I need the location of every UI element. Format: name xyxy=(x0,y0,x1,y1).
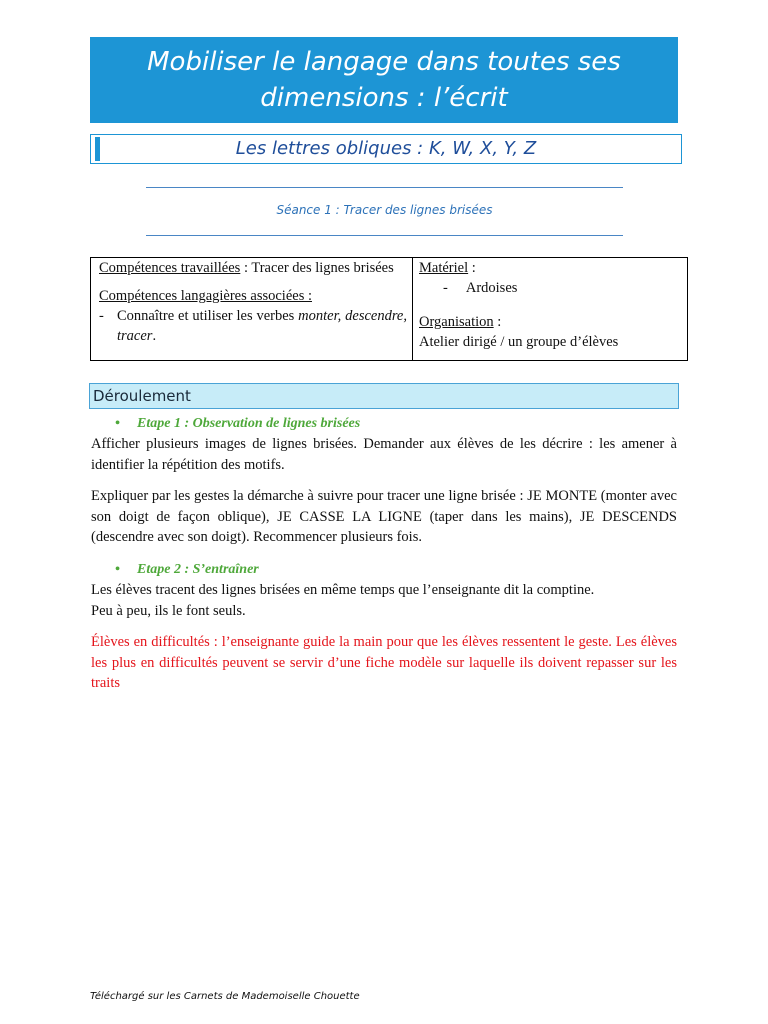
step-1-title-text: Etape 1 : Observation de lignes brisées xyxy=(137,416,361,431)
step-1-paragraph-1: Afficher plusieurs images de lignes brisées. Demander aux élèves de les décrire : les amener à identifier la répétition des motifs. xyxy=(91,436,677,473)
langagieres-text-c: . xyxy=(152,328,157,344)
langagieres-verbs: monter, descendre, tracer xyxy=(117,308,407,344)
dash-bullet: - xyxy=(443,280,448,296)
bullet: • xyxy=(115,416,120,431)
langagieres-text-a: Connaître et utiliser les verbes xyxy=(117,308,299,324)
materiel-label: Matériel xyxy=(419,260,469,276)
materiel-colon: : xyxy=(468,260,476,276)
organisation-heading xyxy=(419,312,681,332)
session-title: Séance 1 : Tracer des lignes brisées xyxy=(276,203,493,217)
step-1-paragraph-2: Expliquer par les gestes la démarche à suivre pour tracer une ligne brisée : JE MONTE (monter avec son doigt de façon oblique), JE CASSE LA LIGNE (taper dans les mains), JE DESCENDS (descendre avec son doigt). Recommencer plusieurs fois. xyxy=(91,488,677,545)
bottom-rule xyxy=(146,235,623,236)
materiel-item-text: Ardoises xyxy=(465,280,518,296)
deroulement-heading: Déroulement xyxy=(89,383,679,409)
subtitle-box xyxy=(90,134,682,164)
organisation-colon: : xyxy=(493,314,502,330)
footer-credit: Téléchargé sur les Carnets de Mademoiselle Chouette xyxy=(90,991,360,1002)
materiel-heading xyxy=(419,258,681,278)
title-banner xyxy=(90,37,678,123)
step-2-title-text: Etape 2 : S’entraîner xyxy=(137,562,259,577)
title-line-2: dimensions : l’écrit xyxy=(260,83,508,113)
difficulty-note: Élèves en difficultés : l’enseignante guide la main pour que les élèves ressentent le geste. Les élèves les plus en difficultés peuvent se servir d’une fiche modèle sur laquelle ils doivent repasser sur les traits xyxy=(91,634,677,691)
materiel-item xyxy=(419,278,681,298)
info-table xyxy=(90,257,688,361)
competences-cell xyxy=(91,258,413,360)
organisation-value: Atelier dirigé / un groupe d’élèves xyxy=(419,334,619,350)
title-line-1: Mobiliser le langage dans toutes ses xyxy=(147,47,621,77)
organisation-label: Organisation xyxy=(419,314,494,330)
langagieres-item xyxy=(99,306,407,346)
dash-bullet: - xyxy=(99,308,104,324)
step-2-title xyxy=(115,562,259,578)
langagieres-label: Compétences langagières associées : xyxy=(99,288,312,304)
competences-travaillees xyxy=(99,258,407,278)
materiel-cell xyxy=(413,258,687,360)
subtitle: Les lettres obliques : K, W, X, Y, Z xyxy=(235,138,537,159)
step-2-paragraph-2: Peu à peu, ils le font seuls. xyxy=(91,603,246,619)
step-2-paragraph-1: Les élèves tracent des lignes brisées en même temps que l’enseignante dit la comptine. xyxy=(91,582,595,598)
competences-value: : Tracer des lignes brisées xyxy=(240,260,394,276)
step-1-title xyxy=(115,416,360,432)
bullet: • xyxy=(115,562,120,577)
top-rule xyxy=(146,187,623,188)
competences-label: Compétences travaillées xyxy=(99,260,241,276)
